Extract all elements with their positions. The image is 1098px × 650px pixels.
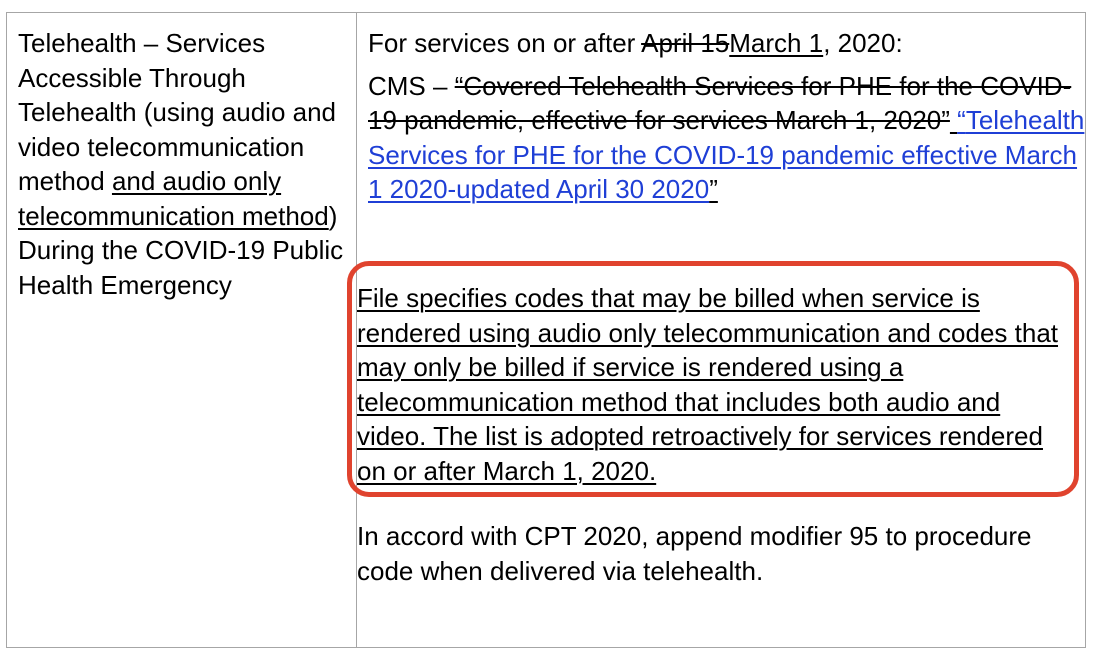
highlighted-paragraph [357, 281, 1073, 488]
inserted-text: and audio only telecommunication method [18, 166, 329, 231]
cms-prefix: CMS – [368, 70, 455, 101]
table-row [7, 13, 1086, 648]
service-description [7, 13, 356, 302]
cms-link-open-quote[interactable]: “ [957, 105, 966, 135]
cms-link-close-quote: ” [709, 174, 718, 204]
modifier-note: In accord with CPT 2020, append modifier 95 to procedure code when delivered via telehealth. [357, 521, 1032, 586]
deleted-cms-title: “Covered Telehealth Services for PHE for the COVID-19 pandemic, effective for services March 1, 2020” [368, 70, 1072, 135]
policy-table [6, 12, 1086, 648]
effective-date-line [368, 26, 1085, 61]
effective-date-suffix: , 2020: [823, 28, 903, 58]
highlighted-inserted-text: File specifies codes that may be billed when service is rendered using audio only telecommunication and codes that may only be billed if service is rendered using a telecommunication method that includes both audio and video. The list is adopted retroactively for services rendered on or after March 1, 2020. [357, 283, 1059, 486]
service-description-text-end: ) During the COVID-19 Public Health Emergency [18, 200, 344, 300]
effective-date-prefix: For services on or after [368, 28, 642, 58]
inserted-date: March 1 [729, 28, 824, 58]
policy-details [357, 13, 1085, 586]
cms-reference [368, 69, 1085, 207]
service-description-text: Telehealth – Services Accessible Through Telehealth (using audio and video telecommunication method [18, 28, 337, 196]
deleted-date: April 15 [641, 28, 730, 58]
cms-telehealth-link[interactable]: Telehealth Services for PHE for the COVID-19 pandemic effective March 1 2020-updated April 30 2020 [368, 105, 1085, 204]
policy-details-cell [357, 13, 1086, 648]
service-description-cell [7, 13, 357, 648]
